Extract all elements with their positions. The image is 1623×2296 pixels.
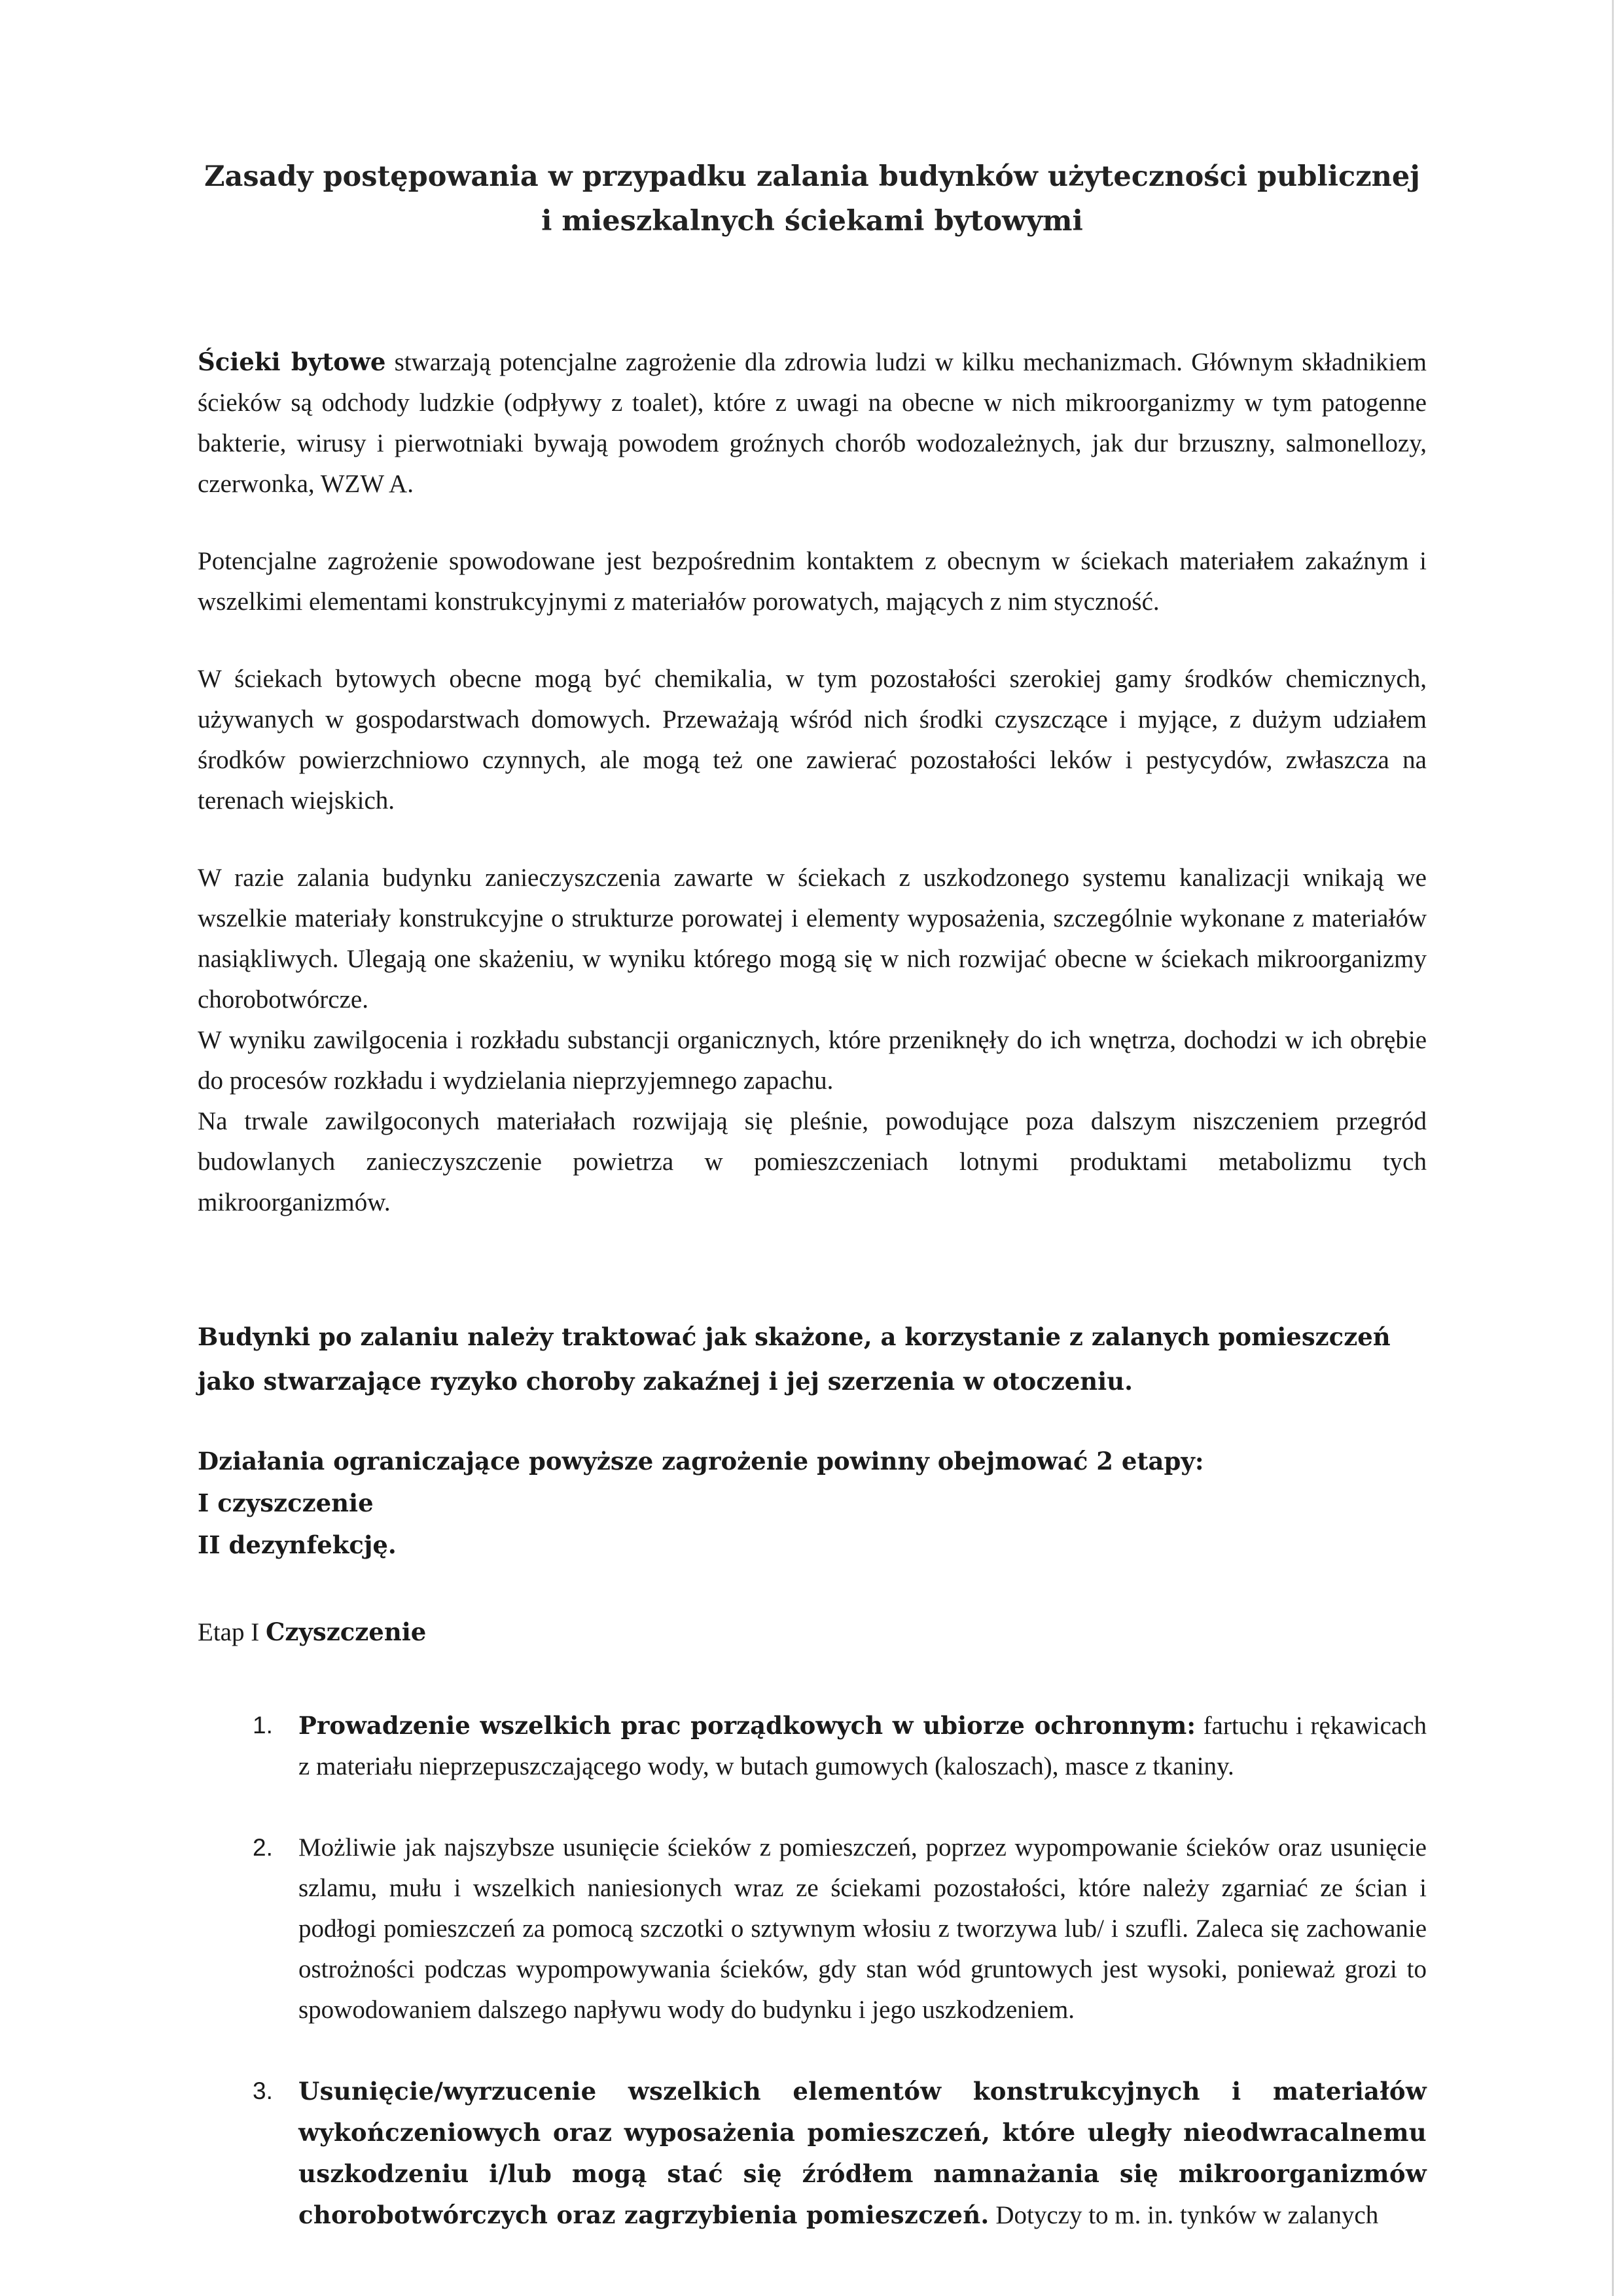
step-text: Dotyczy to m. in. tynków w zalanych — [989, 2201, 1379, 2229]
stages-heading: Działania ograniczające powyższe zagrożenie powinny obejmować 2 etapy: — [198, 1447, 1204, 1475]
list-item — [198, 1828, 1427, 2030]
stage-cleaning: I czyszczenie — [198, 1489, 374, 1517]
paragraph-contamination: W razie zalania budynku zanieczyszczenia zawarte w ściekach z uszkodzonego systemu kanalizacji wnikają we wszelkie materiały konstrukcyjne o strukturze porowatej i elementy wyposażenia, szczególnie wykonane z materiałów nasiąkliwych. Ulegają one skażeniu, w wyniku którego mogą się w nich rozwijać obecne w ściekach mikroorganizmy chorobotwórcze. — [198, 864, 1427, 1014]
intro-paragraph — [198, 342, 1427, 504]
stage-disinfection: II dezynfekcję. — [198, 1530, 397, 1559]
intro-lead: Ścieki bytowe — [198, 347, 386, 376]
step-text: Możliwie jak najszybsze usunięcie ścieków z pomieszczeń, poprzez wypompowanie ścieków oraz usunięcie szlamu, mułu i wszelkich naniesionych wraz ze ściekami pozostałości, które należy zgarniać ze ścian i podłogi pomieszczeń za pomocą szczotki o sztywnym włosiu z tworzywa lub/ i szufli. Zaleca się zachowanie ostrożności podczas wypompowywania ścieków, gdy stan wód gruntowych jest wysoki, ponieważ grozi to spowodowaniem dalszego napływu wody do budynku i jego uszkodzeniem. — [298, 1833, 1427, 2024]
list-item — [198, 1705, 1427, 1787]
scan-edge-shadow — [1612, 0, 1614, 2296]
step-bold-text: Usunięcie/wyrzucenie wszelkich elementów konstrukcyjnych i materiałów wykończeniowych oraz wyposażenia pomieszczeń, które uległy nieodwracalnemu uszkodzeniu i/lub mogą stać się źródłem namnażania się mikroorganizmów chorobotwórczych oraz zagrzybienia pomieszczeń. — [298, 2077, 1427, 2229]
title-line-1: Zasady postępowania w przypadku zalania budynków użyteczności publicznej — [204, 160, 1420, 193]
step-text: fartuchu i rękawicach z materiału nieprzepuszczającego wody, w butach gumowych (kaloszach), masce z tkaniny. — [298, 1712, 1427, 1780]
step-number: 3. — [253, 2077, 273, 2104]
document-title — [198, 154, 1427, 243]
paragraph-chemicals: W ściekach bytowych obecne mogą być chemikalia, w tym pozostałości szerokiej gamy środków chemicznych, używanych w gospodarstwach domowych. Przeważają wśród nich środki czyszczące i myjące, z dużym udziałem środków powierzchniowo czynnych, ale mogą też one zawierać pozostałości leków i pestycydów, zwłaszcza na terenach wiejskich. — [198, 665, 1427, 815]
paragraph-contact-risk: Potencjalne zagrożenie spowodowane jest bezpośrednim kontaktem z obecnym w ściekach materiałem zakaźnym i wszelkimi elementami konstrukcyjnymi z materiałów porowatych, mających z nim styczność. — [198, 547, 1427, 616]
list-item — [198, 2071, 1427, 2236]
document-body — [198, 154, 1427, 2276]
paragraph-mold: Na trwale zawilgoconych materiałach rozwijają się pleśnie, powodujące poza dalszym niszczeniem przegród budowlanych zanieczyszczenie powietrza w pomieszczeniach lotnymi produktami metabolizmu tych mikroorganizmów. — [198, 1107, 1427, 1216]
etap-prefix: Etap I — [198, 1618, 266, 1646]
title-line-2: i mieszkalnych ściekami bytowymi — [541, 205, 1083, 238]
intro-text: stwarzają potencjalne zagrożenie dla zdrowia ludzi w kilku mechanizmach. Głównym składnikiem ścieków są odchody ludzkie (odpływy z toalet), które z uwagi na obecne w nich mikroorganizmy w tym patogenne bakterie, wirusy i pierwotniaki bywają powodem groźnych chorób wodozależnych, jak dur brzuszny, salmonellozy, czerwonka, WZW A. — [198, 348, 1427, 498]
warning-statement: Budynki po zalaniu należy traktować jak skażone, a korzystanie z zalanych pomieszczeń jako stwarzające ryzyko choroby zakaźnej i jej szerzenia w otoczeniu. — [198, 1322, 1391, 1396]
step-number: 2. — [253, 1834, 273, 1861]
etap-name: Czyszczenie — [265, 1617, 427, 1646]
cleaning-steps-list — [198, 1705, 1427, 2236]
step-number: 1. — [253, 1712, 273, 1739]
paragraph-decomposition: W wyniku zawilgocenia i rozkładu substancji organicznych, które przeniknęły do ich wnętrza, dochodzi w ich obrębie do procesów rozkładu i wydzielania nieprzyjemnego zapachu. — [198, 1026, 1427, 1095]
step-bold-text: Prowadzenie wszelkich prac porządkowych w ubiorze ochronnym: — [298, 1711, 1196, 1740]
etap-heading — [198, 1612, 1427, 1653]
